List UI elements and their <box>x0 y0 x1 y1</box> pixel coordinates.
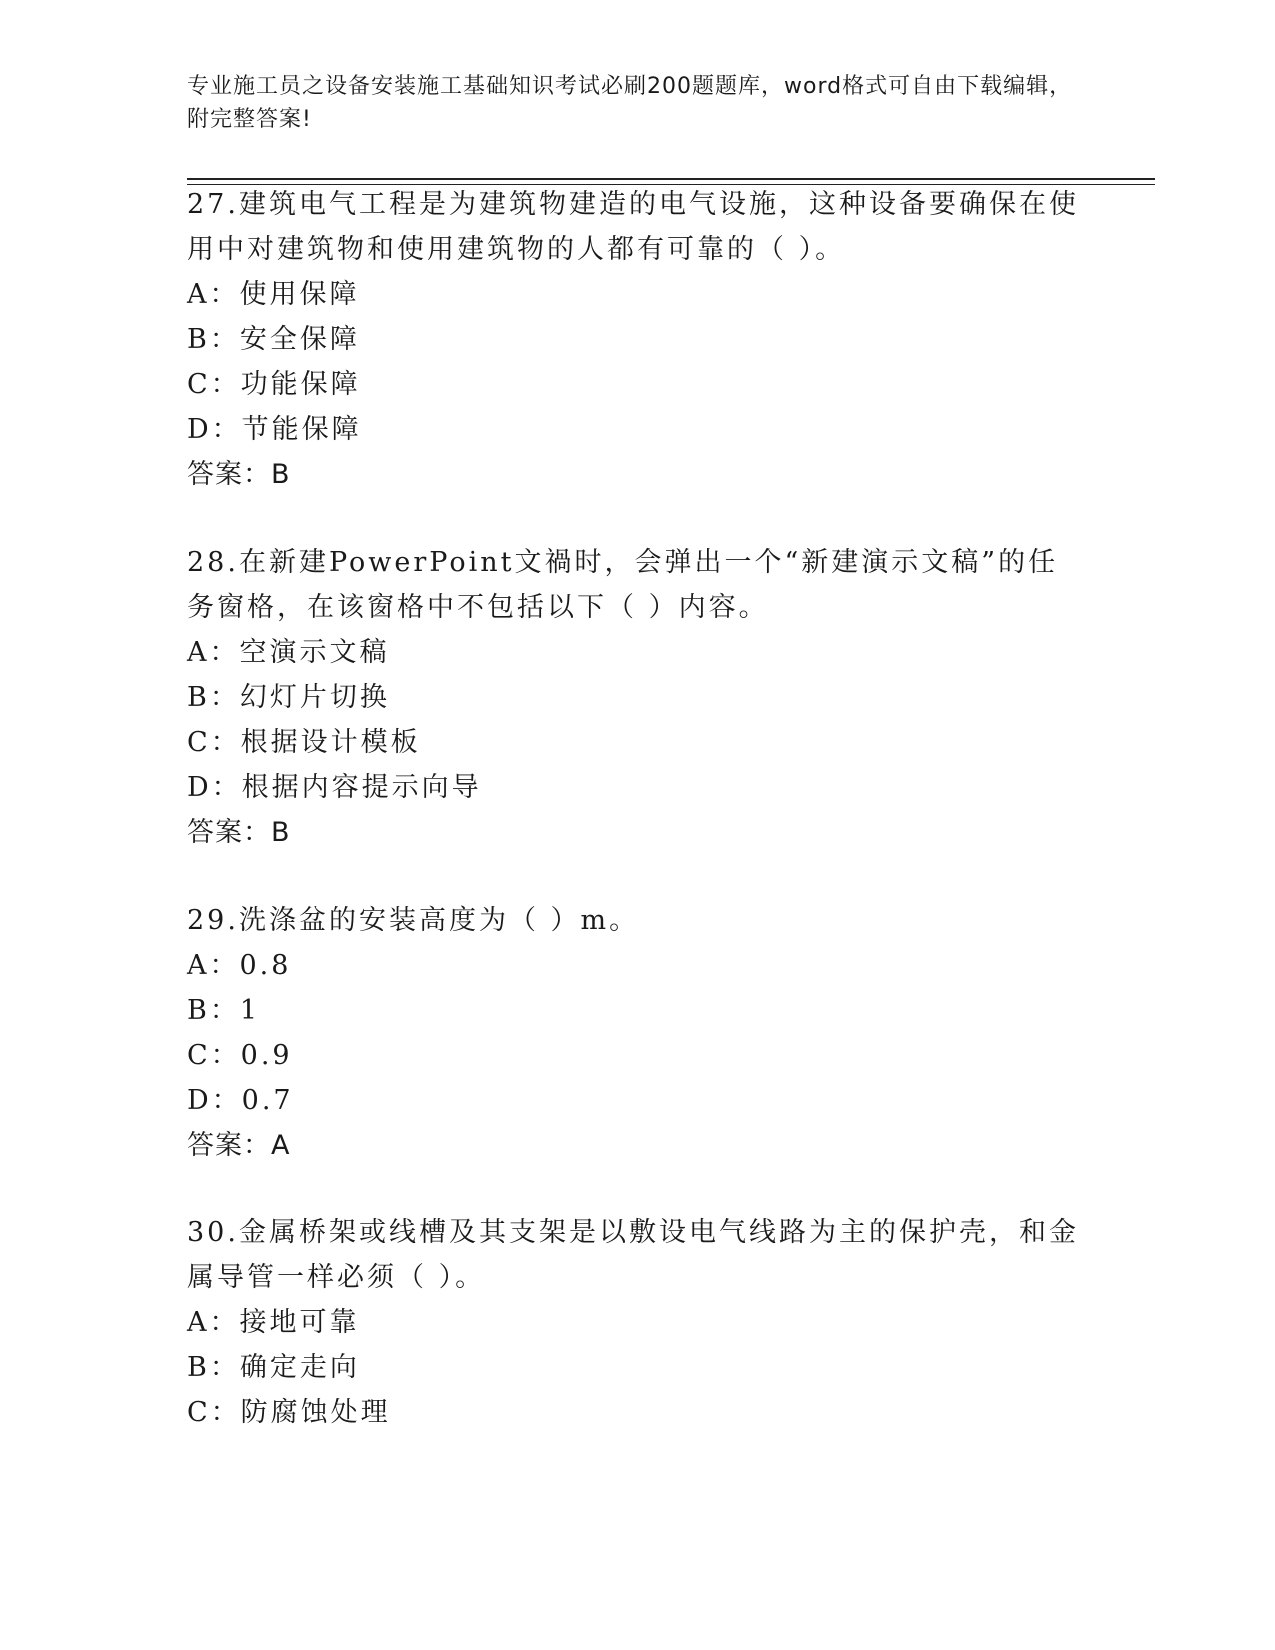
question-stem: 30.金属桥架或线槽及其支架是以敷设电气线路为主的保护壳，和金属导管一样必须（ ）。 <box>187 1217 1079 1293</box>
document-header: 专业施工员之设备安装施工基础知识考试必刷200题题库，word格式可自由下载编辑，附完整答案! <box>187 74 1073 132</box>
option-a: A：0.8 <box>187 950 292 981</box>
question-27 <box>187 182 1087 497</box>
question-30 <box>187 1210 1087 1435</box>
option-c: C：防腐蚀处理 <box>187 1397 391 1428</box>
answer: 答案：B <box>187 817 291 848</box>
question-stem: 28.在新建PowerPoint文禍时，会弹出一个“新建演示文稿”的任务窗格，在该窗格中不包括以下（ ）内容。 <box>187 547 1059 623</box>
option-a: A：空演示文稿 <box>187 637 390 668</box>
option-d: D：根据内容提示向导 <box>187 772 482 803</box>
option-d: D：0.7 <box>187 1085 294 1116</box>
option-c: C：0.9 <box>187 1040 293 1071</box>
question-28 <box>187 540 1087 855</box>
option-a: A：接地可靠 <box>187 1307 360 1338</box>
option-c: C：根据设计模板 <box>187 727 421 758</box>
option-b: B：幻灯片切换 <box>187 682 390 713</box>
question-stem: 27.建筑电气工程是为建筑物建造的电气设施，这种设备要确保在使用中对建筑物和使用建筑物的人都有可靠的（ ）。 <box>187 189 1079 265</box>
header-rule-thick <box>187 178 1155 180</box>
option-a: A：使用保障 <box>187 279 360 310</box>
question-29 <box>187 898 1087 1168</box>
answer: 答案：A <box>187 1130 291 1161</box>
option-b: B：确定走向 <box>187 1352 360 1383</box>
option-c: C：功能保障 <box>187 369 361 400</box>
answer: 答案：B <box>187 459 291 490</box>
question-stem: 29.洗涤盆的安装高度为（ ）m。 <box>187 905 640 936</box>
option-b: B：1 <box>187 995 261 1026</box>
option-d: D：节能保障 <box>187 414 362 445</box>
option-b: B：安全保障 <box>187 324 360 355</box>
